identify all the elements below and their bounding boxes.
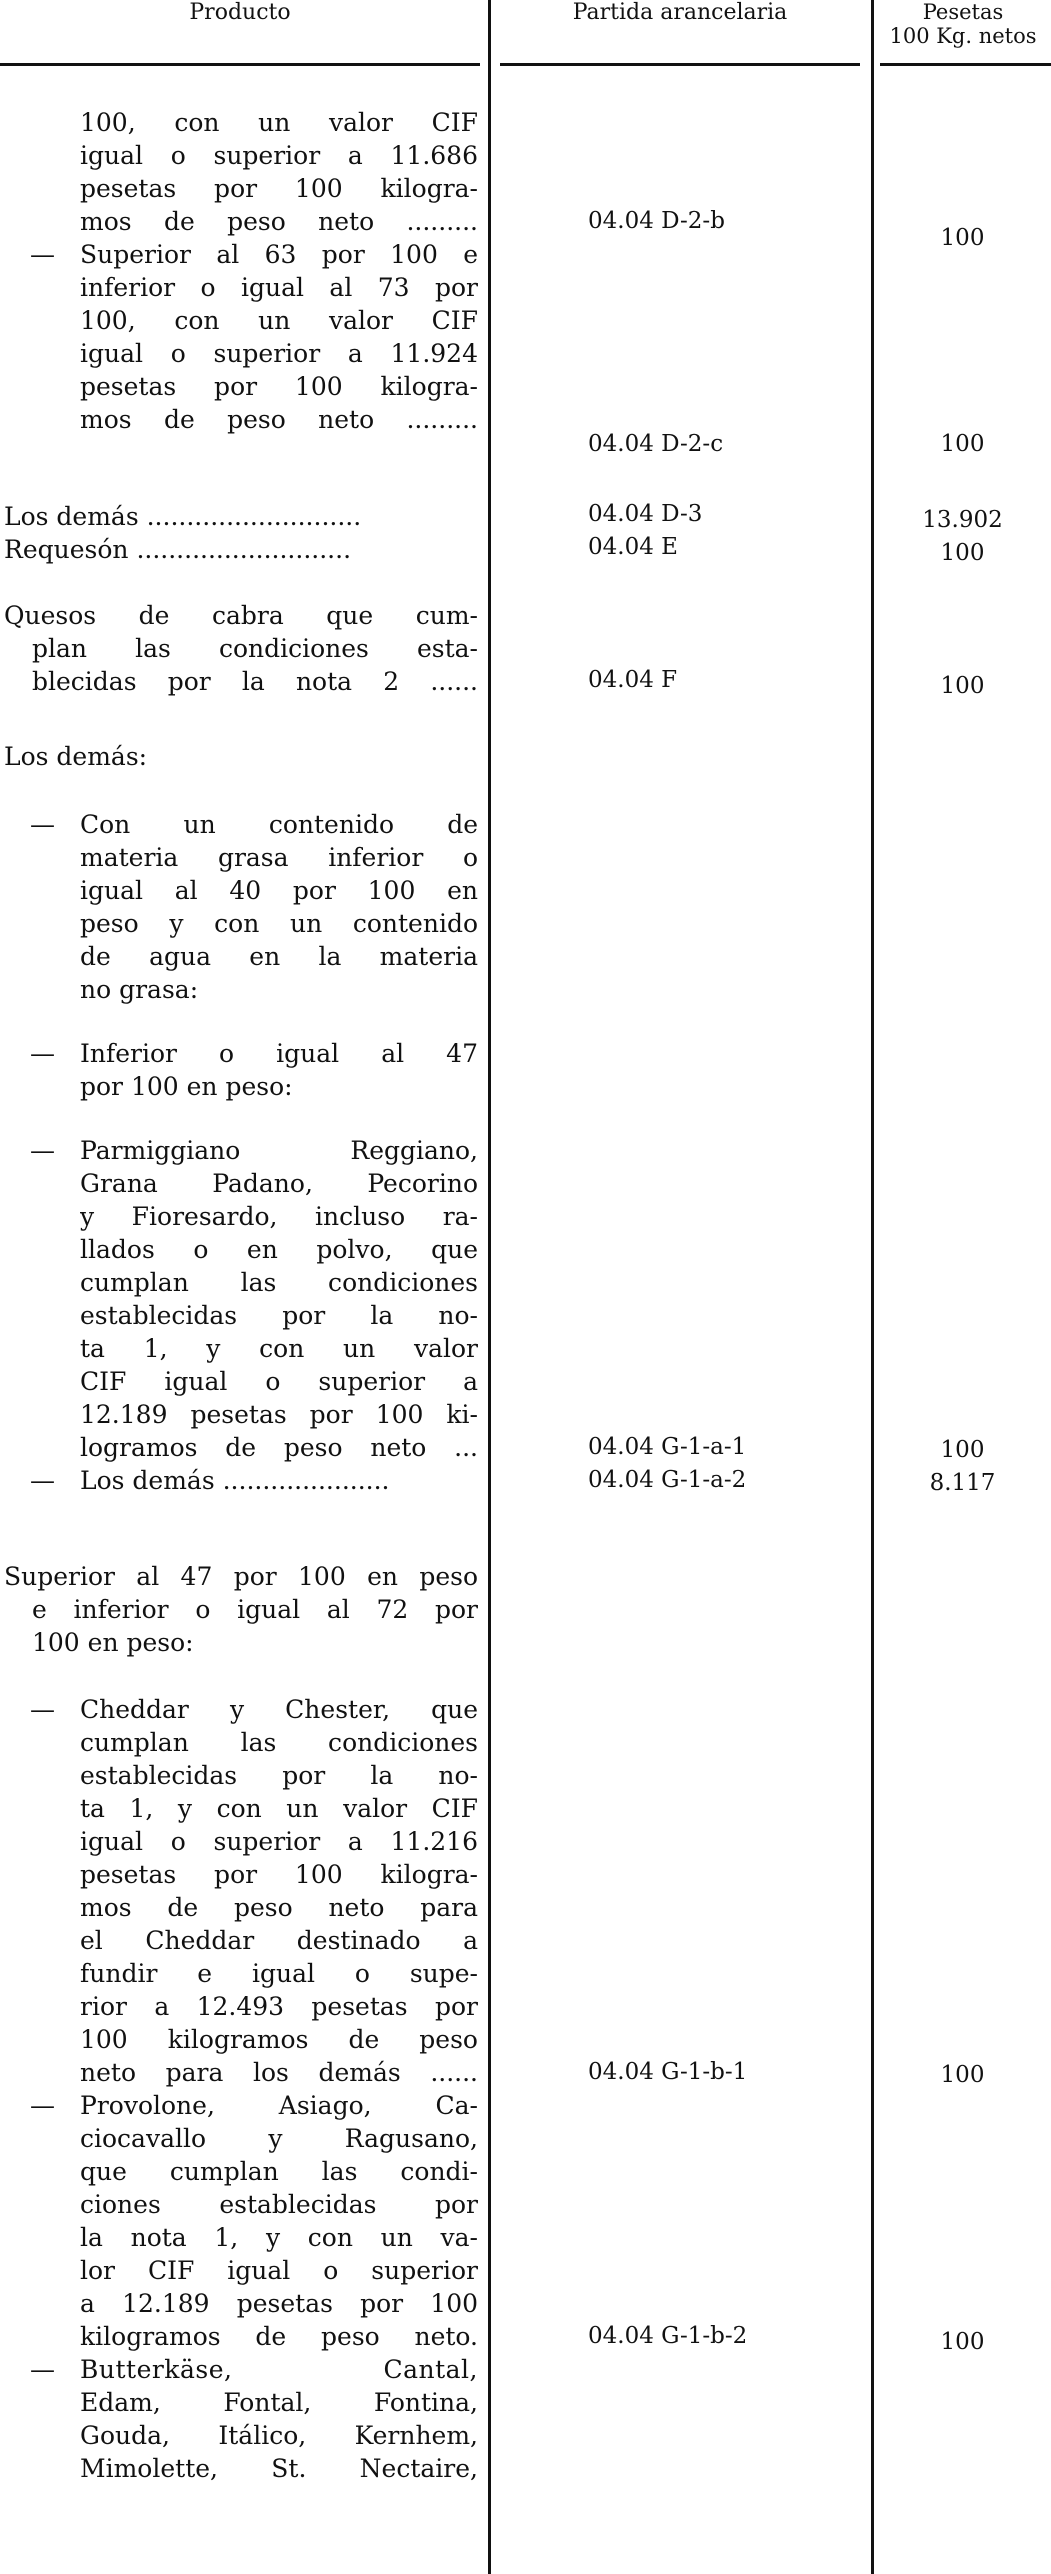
dash-marker: — bbox=[30, 810, 55, 839]
header-partida: Partida arancelaria bbox=[572, 0, 788, 25]
pesetas-value: 100 bbox=[940, 673, 985, 699]
product-description: Los demás ..................... bbox=[80, 1466, 390, 1495]
dash-marker: — bbox=[30, 2355, 55, 2384]
tariff-code: 04.04 D-3 bbox=[588, 501, 703, 527]
tariff-code: 04.04 G-1-b-1 bbox=[588, 2059, 748, 2085]
header-rule-product bbox=[0, 63, 480, 66]
dash-marker: — bbox=[30, 1136, 55, 1165]
dash-marker: — bbox=[30, 1039, 55, 1068]
product-description: Quesos de cabra que cum- plan las condiciones esta- blecidas por la nota 2 ...... bbox=[4, 601, 478, 696]
section-heading: Superior al 47 por 100 en peso e inferior o igual al 72 por 100 en peso: bbox=[4, 1562, 478, 1657]
column-divider-tariff bbox=[871, 0, 874, 2574]
product-description: Parmiggiano Reggiano, Grana Padano, Pecorino y Fioresardo, incluso ra- llados o en polvo, que cumplan las condiciones establecidas por la no- ta 1, y con un valor CIF igual o superior a 12.189 pesetas por 100 ki- logramos de peso neto ... bbox=[80, 1136, 478, 1462]
tariff-code: 04.04 D-2-c bbox=[588, 431, 724, 457]
column-divider-product bbox=[488, 0, 491, 2574]
tariff-code: 04.04 G-1-b-2 bbox=[588, 2323, 748, 2349]
header-pesetas-line-1: Pesetas bbox=[922, 0, 1004, 24]
pesetas-value: 100 bbox=[940, 2329, 985, 2355]
product-description: Los demás ........................... bbox=[4, 502, 362, 531]
pesetas-value: 100 bbox=[940, 1437, 985, 1463]
product-description: Cheddar y Chester, que cumplan las condiciones establecidas por la no- ta 1, y con un valor CIF igual o superior a 11.216 pesetas por 100 kilogra- mos de peso neto para el Cheddar destinado a fundir e igual o supe- rior a 12.493 pesetas por 100 kilogramos de peso neto para los demás ...... bbox=[80, 1695, 478, 2087]
product-description: Butterkäse, Cantal, Edam, Fontal, Fontina, Gouda, Itálico, Kernhem, Mimolette, St. Nectaire, bbox=[80, 2355, 478, 2483]
section-heading: Los demás: bbox=[4, 742, 148, 771]
pesetas-value: 100 bbox=[940, 225, 985, 251]
dash-marker: — bbox=[30, 240, 55, 269]
pesetas-value: 100 bbox=[940, 540, 985, 566]
pesetas-value: 13.902 bbox=[922, 507, 1003, 533]
dash-marker: — bbox=[30, 1695, 55, 1724]
pesetas-value: 100 bbox=[940, 431, 985, 457]
product-description: Con un contenido de materia grasa inferior o igual al 40 por 100 en peso y con un contenido de agua en la materia no grasa: bbox=[80, 810, 478, 1004]
product-description: 100, con un valor CIF igual o superior a 11.686 pesetas por 100 kilogra- mos de peso neto ......... bbox=[80, 108, 478, 236]
tariff-code: 04.04 G-1-a-1 bbox=[588, 1434, 747, 1460]
pesetas-value: 100 bbox=[940, 2062, 985, 2088]
product-description: Superior al 63 por 100 e inferior o igual al 73 por 100, con un valor CIF igual o superior a 11.924 pesetas por 100 kilogra- mos de peso neto ......... bbox=[80, 240, 478, 434]
header-producto: Producto bbox=[189, 0, 291, 25]
tariff-code: 04.04 D-2-b bbox=[588, 208, 725, 234]
header-pesetas bbox=[875, 0, 1051, 48]
pesetas-value: 8.117 bbox=[929, 1470, 996, 1496]
header-rule-tariff bbox=[500, 63, 860, 66]
tariff-code: 04.04 E bbox=[588, 534, 678, 560]
tariff-code: 04.04 G-1-a-2 bbox=[588, 1467, 747, 1493]
product-description: Provolone, Asiago, Ca- ciocavallo y Ragusano, que cumplan las condi- ciones establecidas por la nota 1, y con un va- lor CIF igual o superior a 12.189 pesetas por 100 kilogramos de peso neto. bbox=[80, 2091, 478, 2351]
header-pesetas-line-2: 100 Kg. netos bbox=[889, 24, 1037, 48]
product-description: Inferior o igual al 47 por 100 en peso: bbox=[80, 1039, 478, 1101]
tariff-code: 04.04 F bbox=[588, 667, 678, 693]
dash-marker: — bbox=[30, 2091, 55, 2120]
product-description: Requesón ........................... bbox=[4, 535, 352, 564]
header-rule-pesetas bbox=[880, 63, 1051, 66]
dash-marker: — bbox=[30, 1466, 55, 1495]
